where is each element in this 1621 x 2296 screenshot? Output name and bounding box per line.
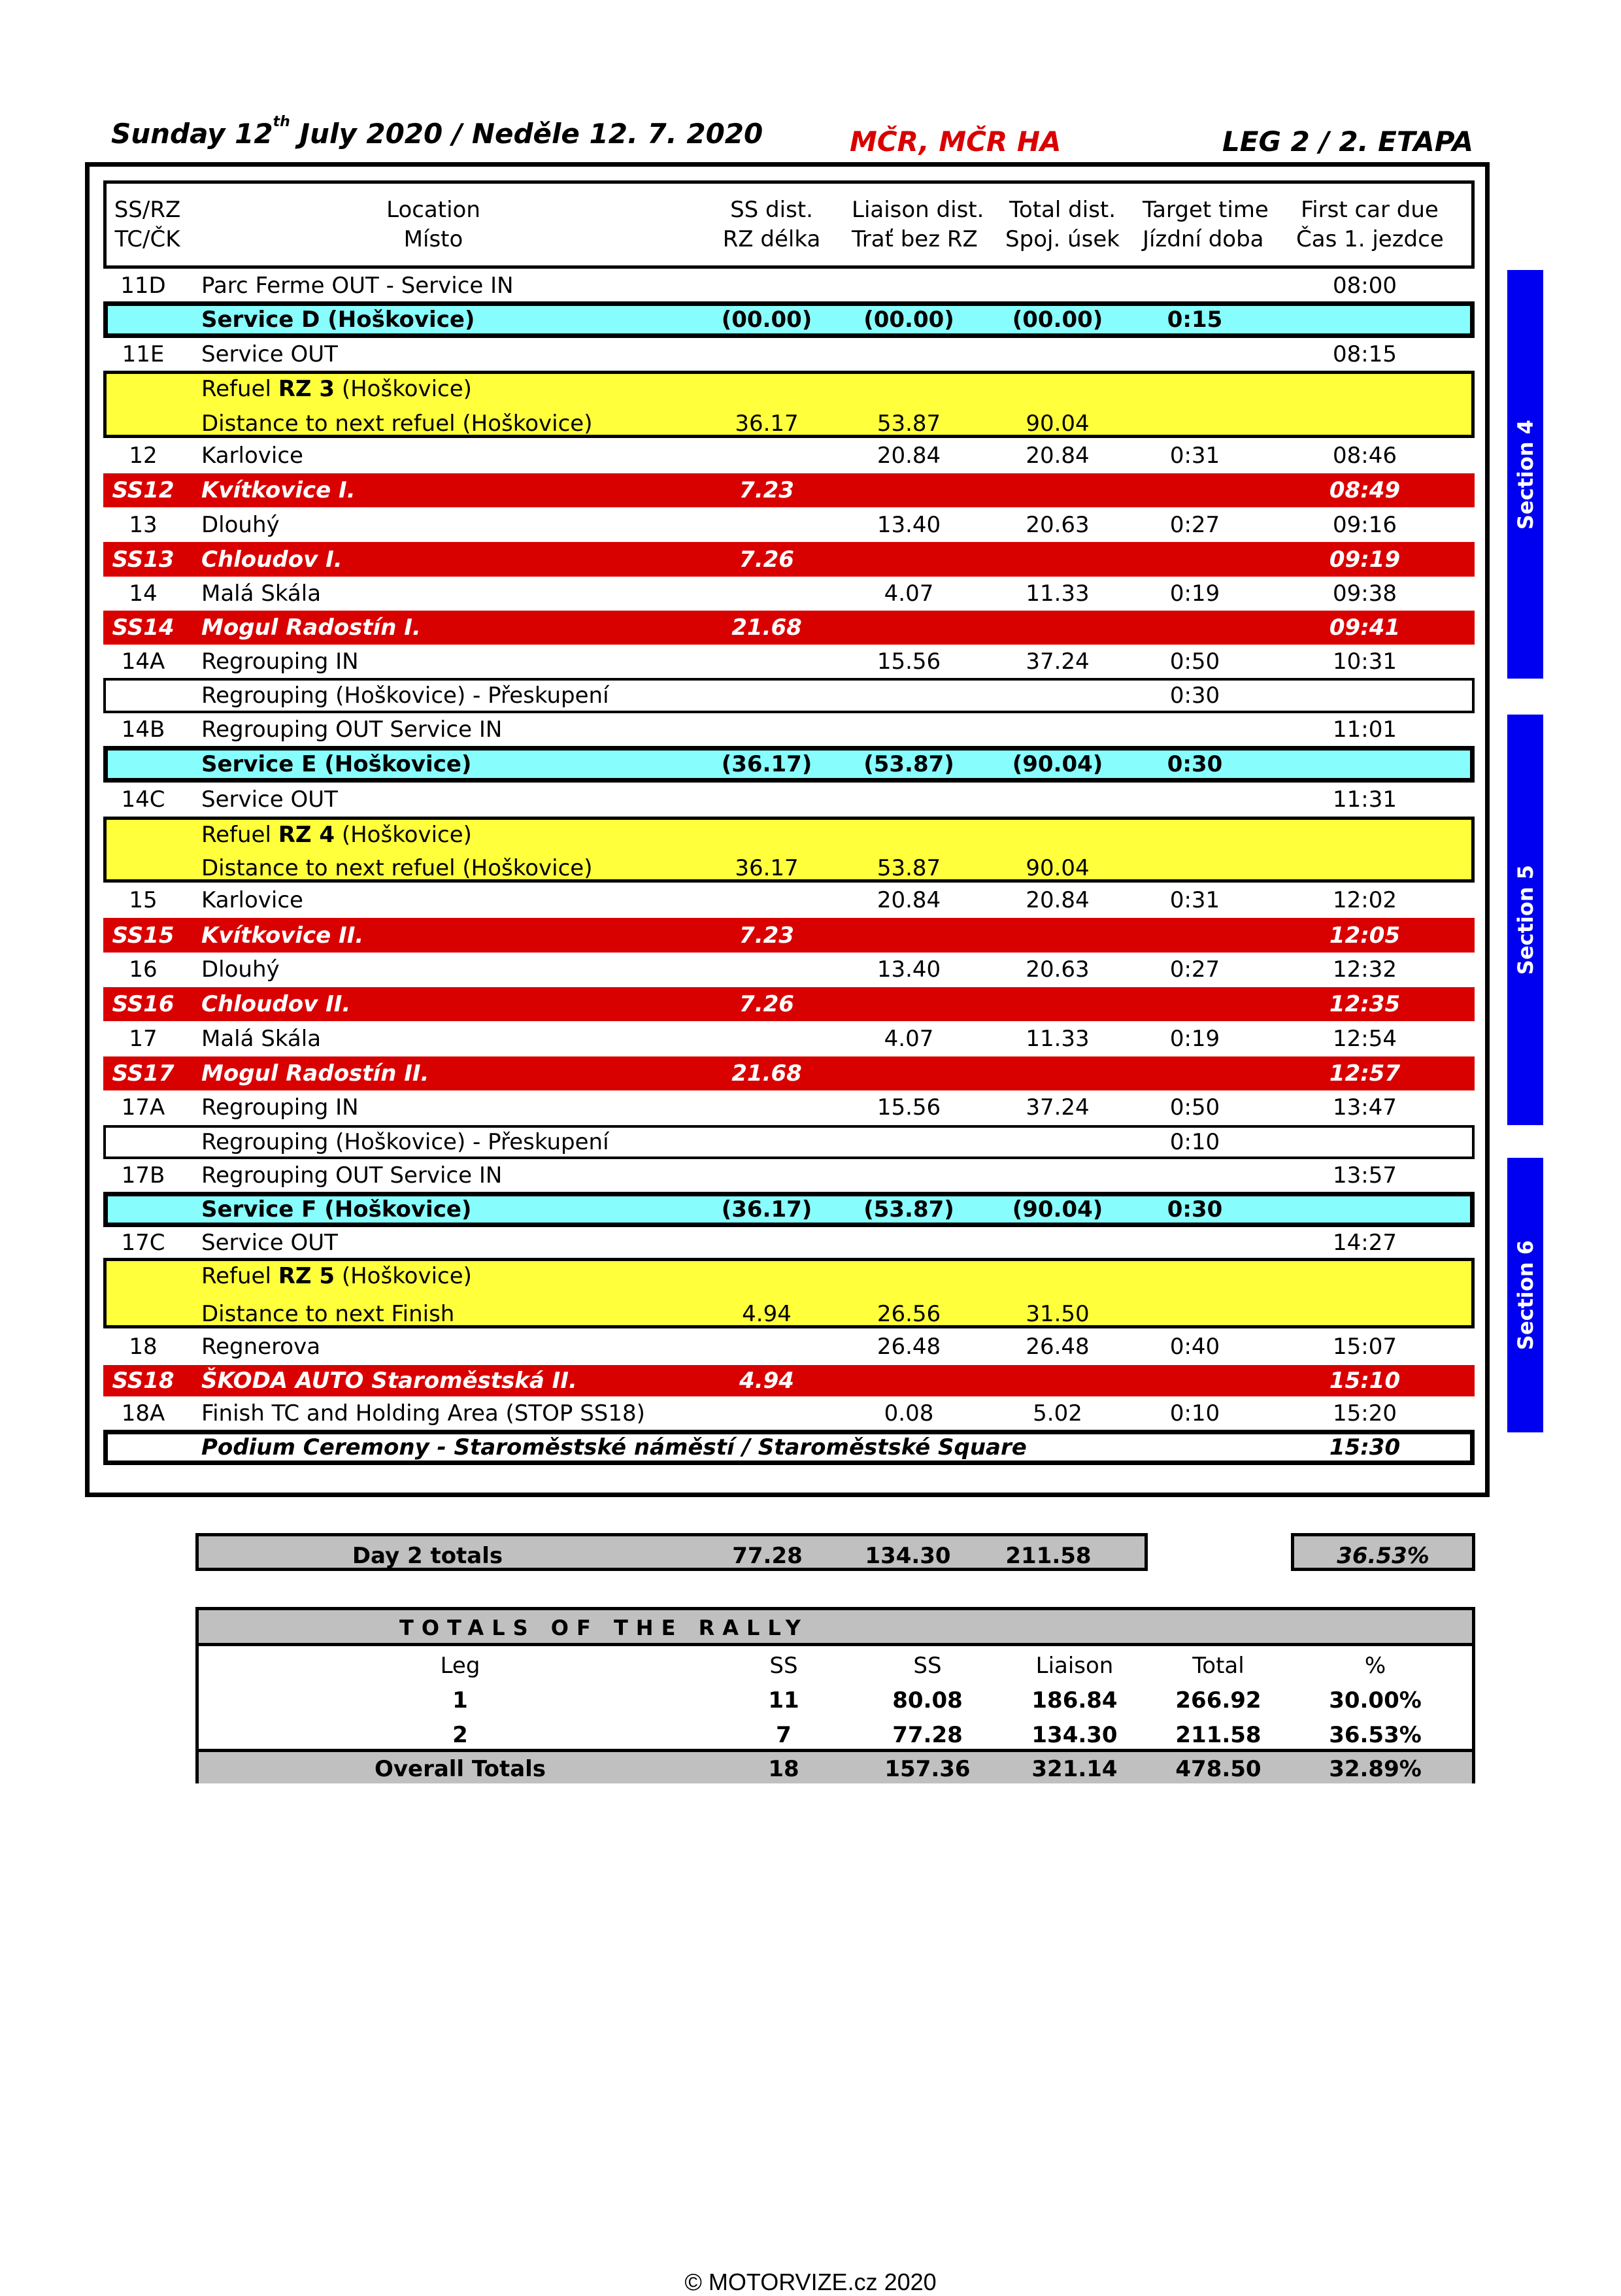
row-liaison-dist: 53.87 [877, 411, 941, 437]
row-total-dist: 31.50 [1026, 1301, 1090, 1327]
row-liaison-dist: 13.40 [877, 956, 941, 983]
row-target-time: 0:10 [1169, 1129, 1220, 1155]
row-first-car: 09:16 [1333, 512, 1397, 538]
row-first-car: 08:15 [1333, 341, 1397, 367]
row-first-car: 15:10 [1329, 1368, 1401, 1394]
row-liaison-dist: 15.56 [877, 1094, 941, 1121]
row-location: Regrouping (Hoškovice) - Přeskupení [201, 683, 609, 709]
stage-row [103, 611, 1475, 645]
row-ss-dist: 7.23 [739, 922, 794, 949]
row-location: Chloudov II. [201, 991, 351, 1017]
service-row [103, 301, 1475, 338]
row-liaison-dist: 4.07 [884, 1026, 934, 1052]
row-first-car: 13:57 [1333, 1162, 1397, 1189]
refuel-title: Refuel RZ 5 (Hoškovice) [201, 1263, 472, 1289]
row-liaison-dist: 15.56 [877, 649, 941, 675]
stage-row [103, 473, 1475, 507]
percent-value: 30.00% [1329, 1687, 1422, 1714]
row-target-time: 0:40 [1169, 1334, 1220, 1360]
row-id: SS14 [112, 615, 175, 641]
row-id: SS18 [112, 1368, 175, 1394]
header-ss-km: SS [913, 1653, 942, 1679]
row-first-car: 09:19 [1329, 547, 1401, 573]
row-location: Parc Ferme OUT - Service IN [201, 273, 514, 299]
refuel-distance-label: Distance to next refuel (Hoškovice) [201, 411, 593, 437]
row-first-car: 12:57 [1329, 1060, 1401, 1087]
table-row [103, 1159, 1475, 1192]
refuel-row [103, 817, 1475, 883]
refuel-row [103, 1258, 1475, 1328]
championship-title: MČR, MČR HA [850, 126, 1061, 158]
header-ss-count: SS [769, 1653, 798, 1679]
row-location: Service E (Hoškovice) [201, 751, 472, 777]
overall-percent: 32.89% [1329, 1756, 1422, 1782]
row-total-dist: 90.04 [1026, 411, 1090, 437]
row-id: 14A [121, 649, 165, 675]
row-location: Regrouping (Hoškovice) - Přeskupení [201, 1129, 609, 1155]
row-first-car: 12:05 [1329, 922, 1401, 949]
row-location: Regrouping OUT Service IN [201, 1162, 503, 1189]
percent-value: 36.53% [1329, 1722, 1422, 1748]
header-leg: Leg [440, 1653, 480, 1679]
row-ss-dist: 7.26 [739, 991, 794, 1017]
row-total-dist: 11.33 [1026, 581, 1090, 607]
row-id: 15 [129, 887, 158, 913]
row-total-dist: 37.24 [1026, 1094, 1090, 1121]
row-id: 14C [121, 786, 165, 813]
table-row [103, 577, 1475, 611]
podium-row [103, 1430, 1475, 1465]
row-target-time: 0:19 [1169, 581, 1220, 607]
total-value: 266.92 [1175, 1687, 1262, 1714]
row-first-car: 12:54 [1333, 1026, 1397, 1052]
row-location: Regnerova [201, 1334, 321, 1360]
row-target-time: 0:15 [1167, 307, 1223, 333]
table-row [103, 1396, 1475, 1430]
row-total-dist: (90.04) [1012, 1196, 1103, 1223]
row-ss-dist: 7.23 [739, 477, 794, 503]
table-row [103, 1021, 1475, 1056]
rally-totals-title-bar [199, 1610, 1472, 1646]
day-totals-percent: 36.53% [1337, 1543, 1429, 1569]
row-id: SS17 [112, 1060, 175, 1087]
col-first-car: First car due Čas 1. jezdce [1296, 197, 1444, 252]
row-location: Kvítkovice I. [201, 477, 356, 503]
row-first-car: 09:41 [1329, 615, 1401, 641]
row-id: 17B [121, 1162, 165, 1189]
refuel-distance-label: Distance to next Finish [201, 1301, 455, 1327]
row-id: 18A [121, 1400, 165, 1427]
row-first-car: 10:31 [1333, 649, 1397, 675]
stage-row [103, 1056, 1475, 1090]
col-liaison-dist: Liaison dist. Trať bez RZ [852, 197, 984, 252]
row-liaison-dist: 13.40 [877, 512, 941, 538]
date-title [111, 114, 763, 150]
row-id: 14B [121, 717, 165, 743]
row-total-dist: 5.02 [1033, 1400, 1082, 1427]
row-location: Service OUT [201, 786, 338, 813]
row-target-time: 0:50 [1169, 649, 1220, 675]
row-id: 13 [129, 512, 158, 538]
row-target-time: 0:27 [1169, 956, 1220, 983]
row-liaison-dist: (53.87) [863, 751, 954, 777]
row-location: Mogul Radostín II. [201, 1060, 429, 1087]
refuel-row [103, 371, 1475, 438]
row-location: Chloudov I. [201, 547, 343, 573]
row-location: ŠKODA AUTO Staroměstská II. [201, 1368, 577, 1394]
col-ssrz: SS/RZ TC/ČK [114, 197, 181, 252]
row-ss-dist: 36.17 [735, 855, 799, 881]
row-first-car: 12:02 [1333, 887, 1397, 913]
row-ss-dist: 7.26 [739, 547, 794, 573]
col-ss-dist: SS dist. RZ délka [722, 197, 821, 252]
row-target-time: 0:10 [1169, 1400, 1220, 1427]
row-ss-dist: (36.17) [721, 751, 812, 777]
row-total-dist: 11.33 [1026, 1026, 1090, 1052]
rally-totals-title: TOTALS OF THE RALLY [399, 1615, 809, 1640]
table-row [103, 1328, 1475, 1365]
row-id: 18 [129, 1334, 158, 1360]
header-liaison: Liaison [1035, 1653, 1114, 1679]
row-location: Dlouhý [201, 956, 280, 983]
row-location: Regrouping IN [201, 649, 359, 675]
row-total-dist: 20.63 [1026, 512, 1090, 538]
row-total-dist: (90.04) [1012, 751, 1103, 777]
rally-totals-header [199, 1646, 1472, 1681]
copyright-footer: © MOTORVIZE.cz 2020 [684, 2269, 937, 2295]
row-location: Malá Skála [201, 1026, 322, 1052]
table-row [103, 438, 1475, 473]
row-liaison-dist: 20.84 [877, 443, 941, 469]
row-first-car: 15:20 [1333, 1400, 1397, 1427]
section-6-bar: Section 6 [1507, 1158, 1543, 1432]
row-target-time: 0:30 [1169, 683, 1220, 709]
service-row [103, 1192, 1475, 1227]
row-location: Regrouping IN [201, 1094, 359, 1121]
row-id: SS12 [112, 477, 175, 503]
row-id: 11E [122, 341, 165, 367]
row-location: Karlovice [201, 443, 303, 469]
stage-row [103, 987, 1475, 1021]
row-ss-dist: 21.68 [731, 615, 802, 641]
row-total-dist: 26.48 [1026, 1334, 1090, 1360]
row-location: Kvítkovice II. [201, 922, 364, 949]
row-total-dist: (00.00) [1012, 307, 1103, 333]
row-liaison-dist: 0.08 [884, 1400, 934, 1427]
ss-count-value: 7 [776, 1722, 792, 1748]
row-liaison-dist: 53.87 [877, 855, 941, 881]
row-location: Finish TC and Holding Area (STOP SS18) [201, 1400, 645, 1427]
header-total: Total [1192, 1653, 1245, 1679]
rally-totals-overall-row [199, 1749, 1472, 1783]
rally-totals-row [199, 1681, 1472, 1715]
row-location: Dlouhý [201, 512, 280, 538]
row-ss-dist: 4.94 [739, 1368, 794, 1394]
row-location: Malá Skála [201, 581, 322, 607]
ss-count-value: 11 [768, 1687, 799, 1714]
row-ss-dist: (36.17) [721, 1196, 812, 1223]
row-location: Karlovice [201, 887, 303, 913]
ss-km-value: 77.28 [892, 1722, 963, 1748]
date-suffix: th [273, 114, 290, 130]
row-liaison-dist: (00.00) [863, 307, 954, 333]
row-target-time: 0:30 [1167, 1196, 1223, 1223]
row-target-time: 0:19 [1169, 1026, 1220, 1052]
row-id: 14 [129, 581, 158, 607]
overall-liaison: 321.14 [1031, 1756, 1118, 1782]
col-location: Location Místo [386, 197, 480, 252]
service-row [103, 746, 1475, 783]
leg-value: 1 [452, 1687, 468, 1714]
row-first-car: 14:27 [1333, 1230, 1397, 1256]
row-id: 17 [129, 1026, 158, 1052]
stage-row [103, 1365, 1475, 1396]
column-header [103, 180, 1475, 269]
row-target-time: 0:30 [1167, 751, 1223, 777]
row-total-dist: 90.04 [1026, 855, 1090, 881]
row-ss-dist: 4.94 [742, 1301, 792, 1327]
row-id: 12 [129, 443, 158, 469]
day-totals-liaison: 134.30 [865, 1543, 951, 1569]
row-target-time: 0:50 [1169, 1094, 1220, 1121]
row-location: Service OUT [201, 1230, 338, 1256]
row-location: Mogul Radostín I. [201, 615, 421, 641]
row-target-time: 0:31 [1169, 443, 1220, 469]
row-first-car: 11:31 [1333, 786, 1397, 813]
refuel-title: Refuel RZ 4 (Hoškovice) [201, 822, 472, 848]
row-first-car: 12:32 [1333, 956, 1397, 983]
table-row [103, 1227, 1475, 1258]
row-first-car: 15:07 [1333, 1334, 1397, 1360]
overall-total: 478.50 [1175, 1756, 1262, 1782]
overall-ss-km: 157.36 [884, 1756, 971, 1782]
row-ss-dist: 21.68 [731, 1060, 802, 1087]
table-row [103, 1090, 1475, 1125]
overall-ss-count: 18 [768, 1756, 799, 1782]
day-totals-label: Day 2 totals [352, 1543, 503, 1569]
row-first-car: 13:47 [1333, 1094, 1397, 1121]
ss-km-value: 80.08 [892, 1687, 963, 1714]
stage-row [103, 918, 1475, 953]
row-id: SS16 [112, 991, 175, 1017]
row-location: Service F (Hoškovice) [201, 1196, 472, 1223]
date-rest: July 2020 / Neděle 12. 7. 2020 [290, 118, 763, 150]
day-totals-bar [195, 1533, 1148, 1571]
row-first-car: 08:49 [1329, 477, 1401, 503]
table-row [103, 883, 1475, 918]
day-totals-total: 211.58 [1005, 1543, 1092, 1569]
liaison-value: 134.30 [1031, 1722, 1118, 1748]
day-totals-ss: 77.28 [732, 1543, 803, 1569]
row-liaison-dist: (53.87) [863, 1196, 954, 1223]
row-id: SS13 [112, 547, 175, 573]
row-first-car: 15:30 [1329, 1434, 1401, 1460]
refuel-title: Refuel RZ 3 (Hoškovice) [201, 376, 472, 402]
row-id: 11D [120, 273, 166, 299]
stage-row [103, 542, 1475, 577]
leg-title: LEG 2 / 2. ETAPA [1222, 126, 1474, 158]
row-location: Service D (Hoškovice) [201, 307, 475, 333]
table-row [103, 952, 1475, 987]
section-4-bar: Section 4 [1507, 270, 1543, 679]
row-liaison-dist: 20.84 [877, 887, 941, 913]
row-total-dist: 37.24 [1026, 649, 1090, 675]
table-row [103, 783, 1475, 817]
col-total-dist: Total dist. Spoj. úsek [1005, 197, 1120, 252]
row-total-dist: 20.63 [1026, 956, 1090, 983]
regroup-row [103, 1125, 1475, 1159]
row-ss-dist: (00.00) [721, 307, 812, 333]
section-5-bar: Section 5 [1507, 715, 1543, 1125]
row-id: 17A [121, 1094, 165, 1121]
date-day: Sunday 12 [111, 118, 273, 150]
row-location: Service OUT [201, 341, 338, 367]
row-first-car: 08:46 [1333, 443, 1397, 469]
leg-value: 2 [452, 1722, 468, 1748]
refuel-distance-label: Distance to next refuel (Hoškovice) [201, 855, 593, 881]
day-totals-percent-box [1291, 1533, 1475, 1571]
col-target-time: Target time Jízdní doba [1143, 197, 1269, 252]
row-id: 16 [129, 956, 158, 983]
row-first-car: 09:38 [1333, 581, 1397, 607]
row-first-car: 08:00 [1333, 273, 1397, 299]
rally-totals-table [195, 1607, 1475, 1783]
row-first-car: 12:35 [1329, 991, 1401, 1017]
regroup-row [103, 678, 1475, 713]
table-row [103, 338, 1475, 371]
row-first-car: 11:01 [1333, 717, 1397, 743]
row-location: Regrouping OUT Service IN [201, 717, 503, 743]
header-percent: % [1364, 1653, 1386, 1679]
table-row [103, 507, 1475, 542]
row-liaison-dist: 26.56 [877, 1301, 941, 1327]
row-liaison-dist: 4.07 [884, 581, 934, 607]
row-location: Podium Ceremony - Staroměstské náměstí / Staroměstské Square [201, 1434, 1027, 1460]
row-ss-dist: 36.17 [735, 411, 799, 437]
row-id: SS15 [112, 922, 175, 949]
row-total-dist: 20.84 [1026, 443, 1090, 469]
table-row [103, 269, 1475, 301]
row-id: 17C [121, 1230, 165, 1256]
overall-label: Overall Totals [374, 1756, 546, 1782]
total-value: 211.58 [1175, 1722, 1262, 1748]
liaison-value: 186.84 [1031, 1687, 1118, 1714]
table-row [103, 645, 1475, 678]
row-total-dist: 20.84 [1026, 887, 1090, 913]
row-liaison-dist: 26.48 [877, 1334, 941, 1360]
row-target-time: 0:31 [1169, 887, 1220, 913]
rally-totals-row [199, 1715, 1472, 1750]
table-row [103, 713, 1475, 746]
row-target-time: 0:27 [1169, 512, 1220, 538]
